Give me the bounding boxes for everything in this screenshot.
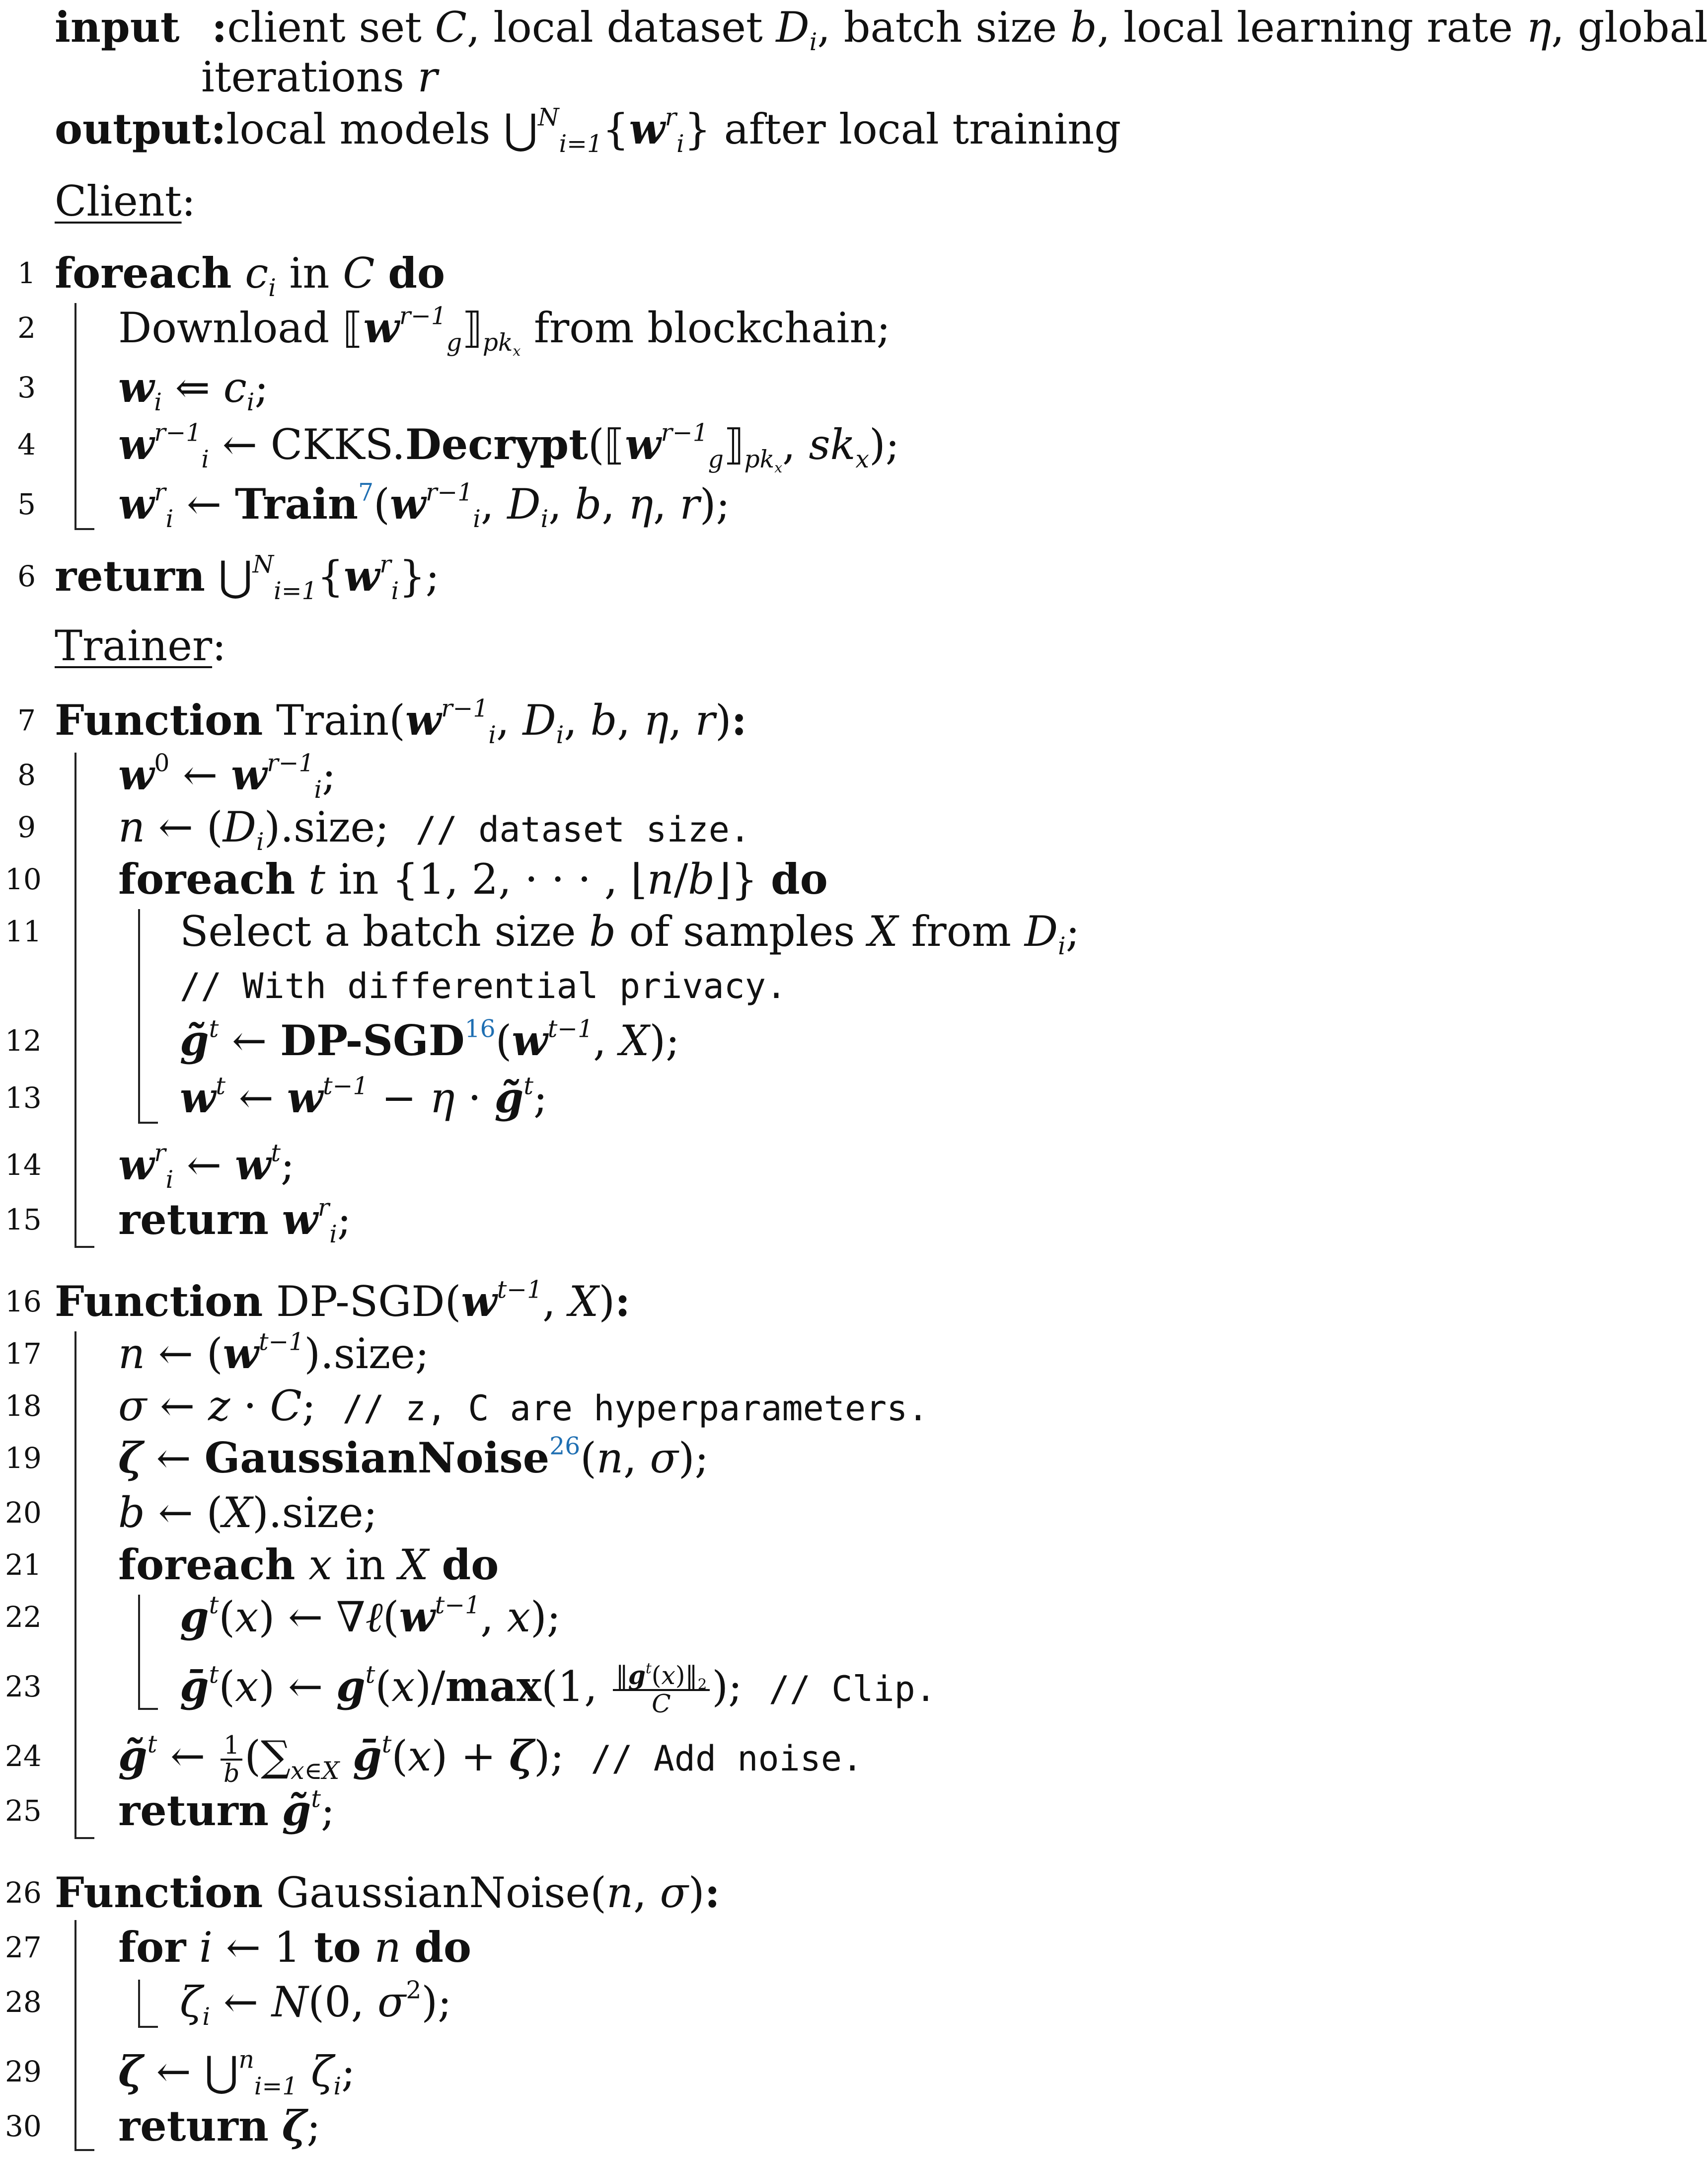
line-number: 5 [17,487,36,521]
block-rule [74,1331,76,1838]
line-9: n ← $(D_i).size$; // dataset size. [118,803,751,856]
output-line [55,102,1121,156]
line-number: 23 [5,1670,42,1703]
line-19: ζ ← GaussianNoise$^{26}$(n, σ); [118,1432,709,1482]
line-number: 6 [17,559,36,593]
line-29: ζ ← ⋃$^n_{i=1}$ $\zeta_i$; [118,2046,356,2101]
input-text: client set C, local dataset $D_i$, batch size b, local learning rate η, global [227,3,1708,57]
line-11-comment: // With differential privacy. [180,966,787,1006]
line-number: 27 [5,1930,42,1964]
line-14: $w^r_i$ ← $w^t$; [118,1139,295,1194]
line-6: return $⋃^N_{i=1}\{w^r_i\}$; [55,550,440,606]
block-rule [74,1920,76,2151]
block-rule-foot [138,1708,158,1710]
line-number: 21 [5,1548,42,1582]
line-4: $w^{r-1}_i$ ← $CKKS.Decrypt(⟦w^{r-1}_g⟧_{pk_x}$, $sk_x$); [118,419,900,476]
line-number: 28 [5,1985,42,2019]
line-number: 3 [17,371,36,404]
line-number: 19 [5,1441,42,1475]
line-28: $\zeta_i$ ← N(0, $\sigma^2$); [180,1976,452,2031]
block-rule [138,1980,140,2027]
line-number: 26 [5,1876,42,1910]
line-number: 24 [5,1739,42,1773]
input-text-cont: iterations r [201,53,438,101]
line-3: $w_i$ ⇐ $c_i$; [118,363,269,417]
line-13: $w^t$ ← $w^{t-1} - \eta$ · g̃$^t$; [180,1072,548,1122]
line-16: Function $DP-SGD(w^{t-1}$, X): [55,1276,631,1326]
input-colon: : [212,2,227,52]
line-number: 7 [17,703,36,737]
block-rule-foot [74,1246,94,1248]
line-5: $w^r_i$ ← $Train^7(w^{r-1}_i$, $D_i$, b, η, r); [118,478,730,534]
line-12: g̃$^t$ ← $DP-SGD^{16}(w^{t-1}$, X); [180,1015,680,1065]
line-number: 4 [17,428,36,462]
line-number: 15 [5,1203,42,1236]
line-20: b ← (X).size; [118,1488,377,1537]
section-client: Client: [55,177,196,226]
line-23: ḡ$^t$(x) ← $g^t(x)/\max(1$, $\frac{‖g^t(x)‖_2}{C}$ ); // Clip. [180,1660,936,1718]
block-rule-foot [74,2149,94,2151]
line-30: return ζ; [118,2101,321,2151]
output-text: local models $⋃^N_{i=1}\{w^r_i\}$ after local training [226,103,1121,158]
line-1: foreach $c_i$ in C do [55,248,445,303]
line-21: foreach x in X do [118,1540,499,1589]
line-number: 13 [5,1081,42,1115]
input-line [55,0,1708,55]
section-trainer: Trainer: [55,621,226,670]
block-rule-foot [74,1837,94,1839]
line-number: 16 [5,1285,42,1318]
line-number: 11 [5,915,42,948]
line-number: 18 [5,1389,42,1423]
line-2: Download $⟦w^{r-1}_g⟧_{pk_x}$ from blockchain; [118,302,891,359]
line-10: foreach t in {1, 2, · · · , ⌊n/b⌋} do [118,854,828,904]
line-25: return g̃$^t$; [118,1785,335,1835]
input-label: input [55,2,180,52]
block-rule-foot [138,2026,158,2028]
line-number: 29 [5,2055,42,2088]
line-number: 25 [5,1794,42,1828]
line-number: 2 [17,311,36,345]
line-7: Function $Train(w^{r-1}_i$, $D_i$, b, η, r): [55,694,747,750]
line-number: 12 [5,1024,42,1058]
line-26: Function GaussianNoise(n, σ): [55,1868,720,1917]
line-15: return $w^r_i$; [118,1194,352,1249]
block-rule-foot [138,1122,158,1124]
line-number: 10 [5,862,42,896]
line-27: for i ← 1 to n do [118,1923,472,1972]
line-number: 20 [5,1496,42,1530]
output-colon: : [211,104,226,154]
line-18: σ ← z · C; // z, C are hyperparameters. [118,1382,929,1430]
block-rule [138,1595,140,1709]
line-24: g̃$^t$ ← $\frac{1}{b}$ ($\sum_{x\in X}$ ḡ$^t$(x) + ζ); // Add noise. [118,1730,863,1788]
line-11: Select a batch size b of samples X from $D_i$; [180,907,1080,961]
line-22: $g^t(x)$ ← $\nabla\ell(w^{t-1}$, x); [180,1591,561,1641]
line-number: 17 [5,1337,42,1371]
line-8: $w^0$ ← $w^{r-1}_i$; [118,749,336,804]
block-rule [138,909,140,1123]
block-rule [74,753,76,1247]
line-number: 22 [5,1600,42,1634]
block-rule [74,303,76,529]
line-number: 9 [17,810,36,844]
output-label: output [55,104,211,154]
line-17: n ← $(w^{t-1}).size$; [118,1328,430,1378]
line-number: 8 [17,758,36,792]
block-rule-foot [74,528,94,530]
line-number: 14 [5,1148,42,1182]
line-number: 30 [5,2109,42,2143]
line-number: 1 [17,256,36,290]
